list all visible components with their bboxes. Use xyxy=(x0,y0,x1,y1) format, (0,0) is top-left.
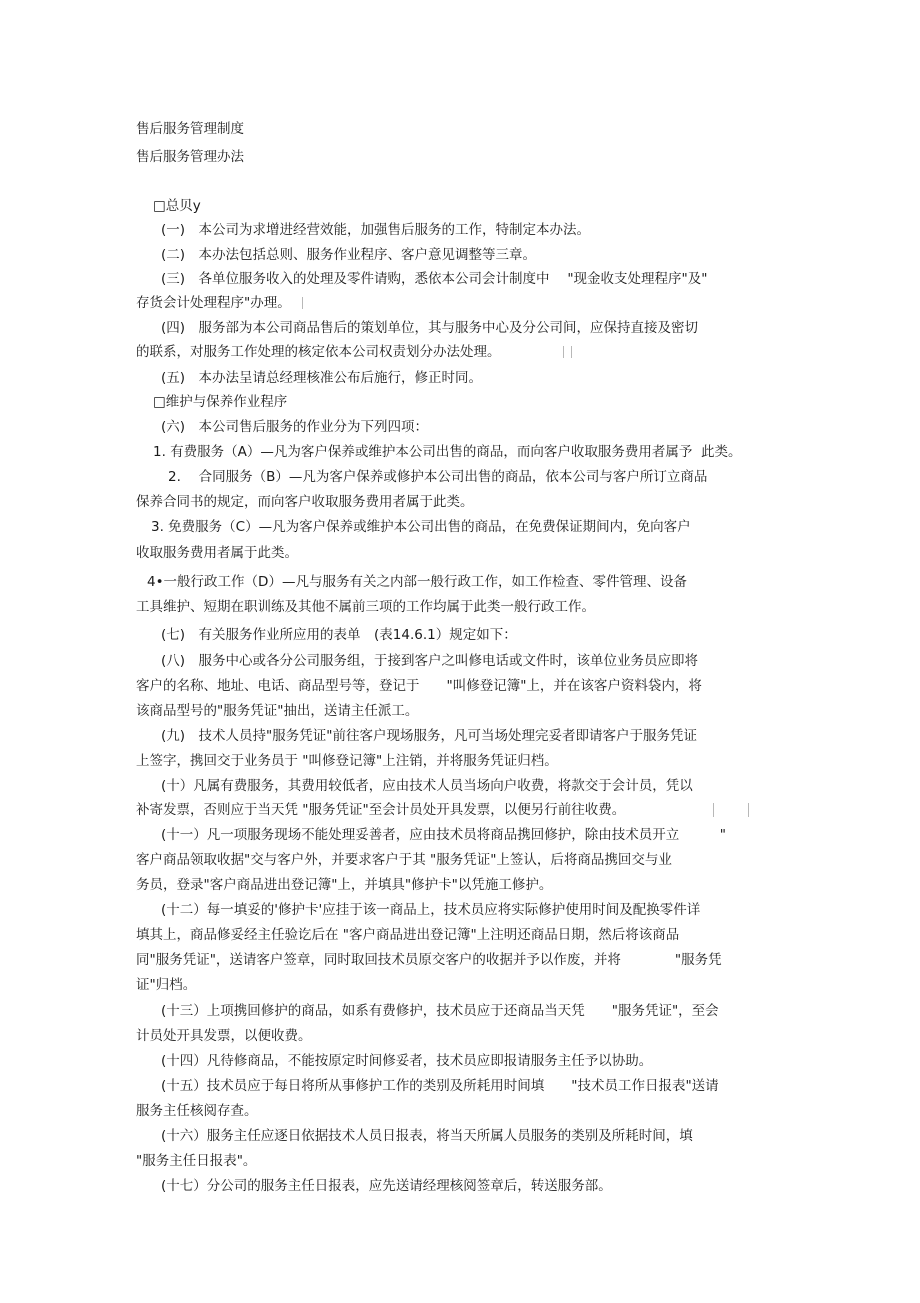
paragraph-line: (一) 本公司为求增进经营效能，加强售后服务的工作，特制定本办法。 xyxy=(161,222,591,238)
paragraph-line: 上签字，携回交于业务员于 "叫修登记簿"上注销，并将服务凭证归档。 xyxy=(136,753,558,769)
paragraph-line: (六) 本公司售后服务的作业分为下列四项： xyxy=(161,419,429,435)
paragraph-line: 填其上，商品修妥经主任验讫后在 "客户商品进出登记簿"上注明还商品日期，然后将该商品 xyxy=(136,927,680,943)
paragraph-line: (十）凡属有费服务，其费用较低者，应由技术人员当场向户收费，将款交于会计员，凭以 xyxy=(161,778,693,794)
paragraph-line: 服务主任核阅存查。 xyxy=(136,1103,258,1119)
paragraph-line: (八) 服务中心或各分公司服务组，于接到客户之叫修电话或文件时，该单位业务员应即将 xyxy=(161,653,699,669)
scan-mark xyxy=(713,803,714,817)
section-heading: □维护与保养作业程序 xyxy=(153,394,288,410)
paragraph-line: (十六）服务主任应逐日依据技术人员日报表，将当天所属人员服务的类别及所耗时间，填 xyxy=(161,1128,693,1144)
paragraph-line: 客户商品领取收据"交与客户外，并要求客户于其 "服务凭证"上签认，后将商品携回交与业 xyxy=(136,852,672,868)
paragraph-line: 计员处开具发票，以便收费。 xyxy=(136,1028,312,1044)
scan-mark xyxy=(302,297,303,309)
scan-mark xyxy=(748,803,749,817)
paragraph-line: (十三）上项携回修护的商品，如系有费修护，技术员应于还商品当天凭 "服务凭证"，至会 xyxy=(161,1003,719,1019)
paragraph-line: 的联系，对服务工作处理的核定依本公司权责划分办法处理。 xyxy=(136,344,501,360)
paragraph-line: 证"归档。 xyxy=(136,977,197,993)
paragraph-line: 补寄发票，否则应于当天凭 "服务凭证"至会计员处开具发票，以便另行前往收费。 xyxy=(136,802,626,818)
paragraph-line: 务员，登录"客户商品进出登记簿"上，并填具"修护卡"以凭施工修护。 xyxy=(136,877,553,893)
list-item: 3. 免费服务（C）—凡为客户保养或维护本公司出售的商品，在免费保证期间内，免向客户 xyxy=(151,519,691,535)
paragraph-line: (九) 技术人员持"服务凭证"前往客户现场服务，凡可当场处理完妥者即请客户于服务凭证 xyxy=(161,728,697,744)
paragraph-line: 收取服务费用者属于此类。 xyxy=(136,545,298,561)
paragraph-line: (三) 各单位服务收入的处理及零件请购，悉依本公司会计制度中 "现金收支处理程序"及" xyxy=(161,271,708,287)
paragraph-line: (七) 有关服务作业所应用的表单 (表14.6.1）规定如下： xyxy=(161,627,517,643)
list-item: 4•一般行政工作（D）—凡与服务有关之内部一般行政工作，如工作检查、零件管理、设备 xyxy=(147,574,687,590)
scan-mark xyxy=(563,346,564,358)
paragraph-line: (二) 本办法包括总则、服务作业程序、客户意见调整等三章。 xyxy=(161,247,537,263)
paragraph-line: 该商品型号的"服务凭证"抽出，送请主任派工。 xyxy=(136,703,419,719)
paragraph-line: "服务主任日报表"。 xyxy=(136,1153,257,1169)
paragraph-line: 存货会计处理程序"办理。 xyxy=(136,295,291,311)
paragraph-line: (十五）技术员应于每日将所从事修护工作的类别及所耗用时间填 "技术员工作日报表"送请 xyxy=(161,1078,719,1094)
list-item: 1. 有费服务（A）—凡为客户保养或维护本公司出售的商品，而向客户收取服务费用者属予 此类。 xyxy=(153,444,742,460)
doc-title: 售后服务管理制度 xyxy=(136,121,244,137)
list-item: 2. 合同服务（B）—凡为客户保养或修护本公司出售的商品，依本公司与客户所订立商品 xyxy=(168,469,708,485)
paragraph-line: (十一）凡一项服务现场不能处理妥善者，应由技术员将商品携回修护，除由技术员开立 " xyxy=(161,827,726,843)
paragraph-line: (四) 服务部为本公司商品售后的策划单位，其与服务中心及分公司间，应保持直接及密切 xyxy=(161,320,699,336)
paragraph-line: 同"服务凭证"，送请客户签章，同时取回技术员原交客户的收据并予以作废，并将 "服务凭 xyxy=(136,952,722,968)
section-heading: □总贝y xyxy=(153,198,201,214)
scan-mark xyxy=(571,346,572,358)
paragraph-line: 客户的名称、地址、电话、商品型号等，登记于 "叫修登记簿"上，并在该客户资料袋内，将 xyxy=(136,678,702,694)
paragraph-line: (五) 本办法呈请总经理核准公布后施行，修正时同。 xyxy=(161,370,483,386)
paragraph-line: (十四）凡待修商品，不能按原定时间修妥者，技术员应即报请服务主任予以协助。 xyxy=(161,1053,653,1069)
doc-subtitle: 售后服务管理办法 xyxy=(136,149,244,165)
paragraph-line: 保养合同书的规定，而向客户收取服务费用者属于此类。 xyxy=(136,494,474,510)
paragraph-line: (十七）分公司的服务主任日报表，应先送请经理核阅签章后，转送服务部。 xyxy=(161,1178,612,1194)
paragraph-line: (十二）每一填妥的'修护卡'应挂于该一商品上，技术员应将实际修护使用时间及配换零件详 xyxy=(161,902,701,918)
paragraph-line: 工具维护、短期在职训练及其他不属前三项的工作均属于此类一般行政工作。 xyxy=(136,599,595,615)
